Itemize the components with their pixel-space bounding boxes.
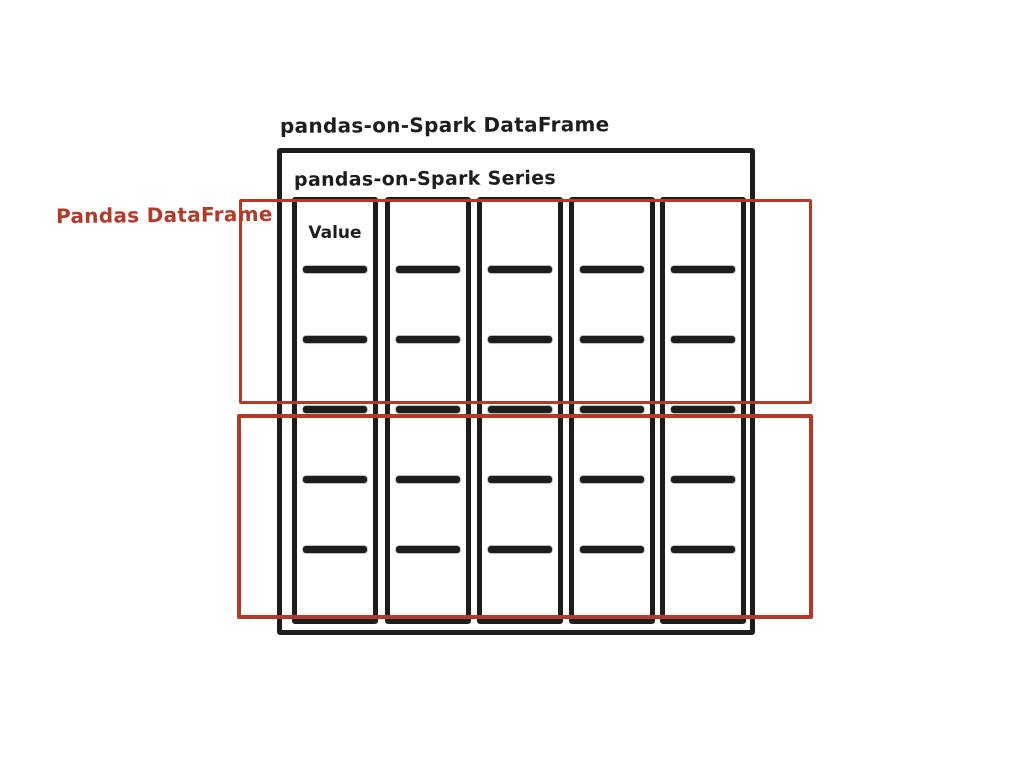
- value-row-mark: [488, 406, 552, 413]
- pandas-dataframe-label: Pandas DataFrame: [55, 201, 273, 229]
- value-row-mark: [396, 546, 460, 553]
- value-row-mark: [580, 266, 644, 273]
- series-column: [292, 197, 378, 624]
- value-column-header: Value: [308, 223, 362, 243]
- value-row-mark: [488, 266, 552, 273]
- value-row-mark: [580, 336, 644, 343]
- value-row-mark: [396, 336, 460, 343]
- series-label: pandas-on-Spark Series: [293, 167, 557, 191]
- series-column: [569, 197, 655, 624]
- value-row-mark: [580, 476, 644, 483]
- value-row-mark: [303, 266, 367, 273]
- series-column: [660, 197, 746, 624]
- value-row-mark: [488, 546, 552, 553]
- value-row-mark: [580, 546, 644, 553]
- series-column: [477, 197, 563, 624]
- value-row-mark: [396, 406, 460, 413]
- value-row-mark: [303, 406, 367, 413]
- value-row-mark: [671, 266, 735, 273]
- value-row-mark: [488, 336, 552, 343]
- value-row-mark: [396, 476, 460, 483]
- value-row-mark: [580, 406, 644, 413]
- series-column: [385, 197, 471, 624]
- value-row-mark: [488, 476, 552, 483]
- value-row-mark: [671, 546, 735, 553]
- value-row-mark: [671, 406, 735, 413]
- value-row-mark: [671, 476, 735, 483]
- spark-dataframe-title: pandas-on-Spark DataFrame: [279, 112, 610, 138]
- value-row-mark: [303, 546, 367, 553]
- value-row-mark: [396, 266, 460, 273]
- value-row-mark: [303, 476, 367, 483]
- value-row-mark: [671, 336, 735, 343]
- value-row-mark: [303, 336, 367, 343]
